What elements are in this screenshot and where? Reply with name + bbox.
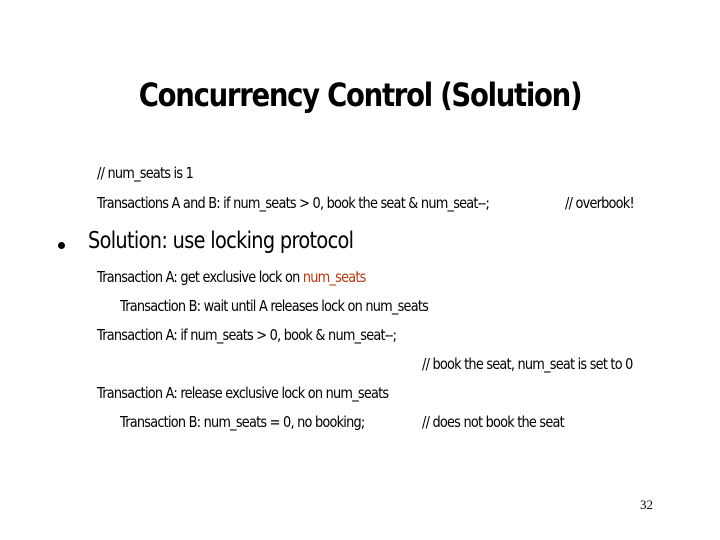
step-b-check: Transaction B: num_seats = 0, no booking; (120, 413, 365, 431)
step-a-book-comment: // book the seat, num_seat is set to 0 (422, 355, 633, 373)
slide-title: Concurrency Control (Solution) (138, 76, 582, 114)
step-a-book: Transaction A: if num_seats > 0, book & num_seat--; (97, 326, 397, 344)
transactions-line: Transactions A and B: if num_seats > 0, book the seat & num_seat--; (97, 194, 490, 212)
step-a-lock-var: num_seats (302, 268, 366, 286)
page-number: 32 (640, 497, 653, 512)
step-b-wait: Transaction B: wait until A releases lock on num_seats (120, 297, 429, 315)
overbook-comment: // overbook! (565, 194, 634, 212)
step-a-release: Transaction A: release exclusive lock on num_seats (97, 384, 389, 402)
comment-num-seats: // num_seats is 1 (97, 164, 194, 182)
step-a-lock (97, 268, 366, 286)
step-b-check-comment: // does not book the seat (422, 413, 564, 431)
bullet-solution: Solution: use locking protocol (88, 228, 354, 254)
step-a-lock-text: Transaction A: get exclusive lock on (97, 268, 303, 286)
bullet-icon (58, 242, 65, 249)
